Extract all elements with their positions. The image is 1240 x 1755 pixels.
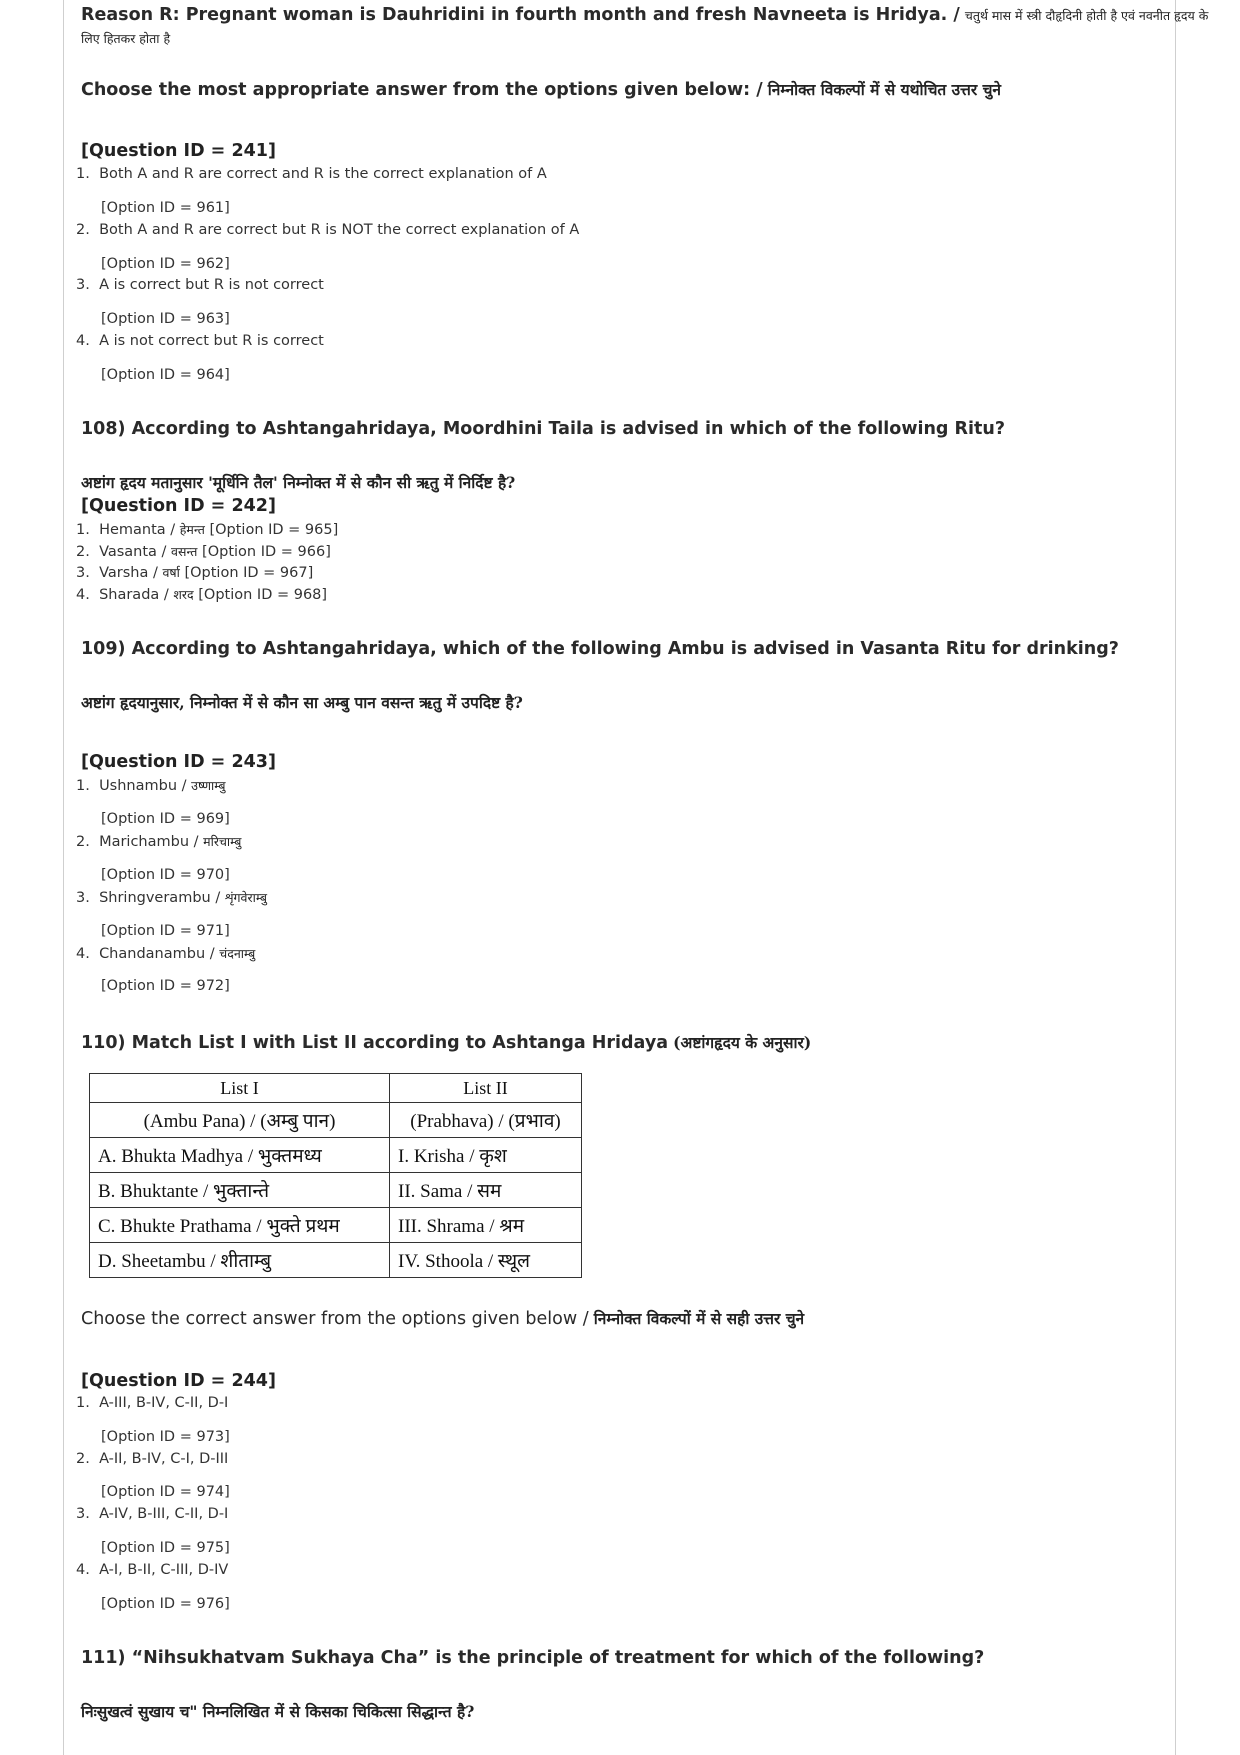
option-id: [Option ID = 972] [101,978,230,994]
table-row [90,1243,582,1278]
option-id: [Option ID = 961] [101,200,230,216]
option-number: 1. [76,166,90,182]
option-text: Chandanambu / [99,946,215,962]
table-cell: D. Sheetambu / शीताम्बु [90,1243,390,1278]
question-id: [Question ID = 242] [81,496,276,516]
option-text: A is not correct but R is correct [99,333,324,349]
table-header-cell: List I [90,1074,390,1103]
option-id: [Option ID = 964] [101,367,230,383]
option-3[interactable] [76,889,267,906]
option-id: [Option ID = 963] [101,311,230,327]
option-number: 3. [76,1506,90,1522]
option-text: Vasanta / [99,544,167,560]
option-number: 3. [76,890,90,906]
option-2[interactable] [76,1451,228,1467]
table-cell: I. Krisha / कृश [390,1138,582,1173]
option-text: Hemanta / [99,522,176,538]
option-4[interactable] [76,1562,228,1578]
option-3[interactable] [76,1506,228,1522]
option-hindi: चंदनाम्बु [219,946,256,961]
choose-hindi: निम्नोक्त विकल्पों में से सही उत्तर चुने [593,1309,805,1328]
option-hindi: मरिचाम्बु [203,834,242,849]
table-cell: III. Shrama / श्रम [390,1208,582,1243]
question-109-title: 109) According to Ashtangahridaya, which of the following Ambu is advised in Vasanta Ritu for drinking? [81,639,1119,659]
reason-hindi: चतुर्थ मास में स्त्री दौहृदिनी होती है एवं नवनीत हृदय के [964,8,1209,23]
question-110-title-line [81,1031,811,1053]
question-110-title-hindi: (अष्टांगहृदय के अनुसार) [673,1033,812,1052]
reason-text: Reason R: Pregnant woman is Dauhridini in fourth month and fresh Navneeta is Hridya. / [81,5,960,25]
option-1[interactable] [76,166,547,182]
table-cell: B. Bhuktante / भुक्तान्ते [90,1173,390,1208]
option-text: Varsha / [99,565,158,581]
option-id: [Option ID = 969] [101,811,230,827]
option-text: Sharada / [99,587,169,603]
option-text: Both A and R are correct and R is the correct explanation of A [99,166,547,182]
page-border-right [1175,0,1176,1755]
question-109-hindi: अष्टांग हृदयानुसार, निम्नोक्त में से कौन सा अम्बु पान वसन्त ऋतु में उपदिष्ट है? [81,693,523,712]
option-number: 1. [76,522,90,538]
option-text: Both A and R are correct but R is NOT the correct explanation of A [99,222,580,238]
question-110-title: 110) Match List I with List II according to Ashtanga Hridaya [81,1033,669,1053]
reason-hindi-cont: लिए हितकर होता है [81,31,171,46]
table-cell: A. Bhukta Madhya / भुक्तमध्य [90,1138,390,1173]
page-border-left [63,0,64,1755]
choose-hindi: निम्नोक्त विकल्पों में से यथोचित उत्तर चुने [767,80,1002,99]
option-2[interactable] [76,222,579,238]
option-number: 4. [76,946,90,962]
option-text: A-III, B-IV, C-II, D-I [99,1395,229,1411]
option-hindi: हेमन्त [179,522,205,537]
option-text: A is correct but R is not correct [99,277,324,293]
question-id: [Question ID = 244] [81,1371,276,1391]
match-table [89,1073,582,1278]
option-2[interactable] [76,543,331,560]
table-header-cell: List II [390,1074,582,1103]
option-id: [Option ID = 965] [209,522,339,538]
option-4[interactable] [76,945,255,962]
option-4[interactable] [76,333,324,349]
option-4[interactable] [76,586,327,603]
option-id: [Option ID = 974] [101,1484,230,1500]
table-cell: (Prabhava) / (प्रभाव) [390,1103,582,1138]
option-1[interactable] [76,1395,228,1411]
choose-instruction [81,78,1001,100]
option-number: 4. [76,1562,90,1578]
table-row [90,1138,582,1173]
option-number: 4. [76,333,90,349]
choose-text: Choose the most appropriate answer from the options given below: / [81,80,763,100]
option-id: [Option ID = 970] [101,867,230,883]
option-hindi: शृंगवेराम्बु [224,890,268,905]
option-number: 3. [76,565,90,581]
option-number: 1. [76,1395,90,1411]
table-row [90,1208,582,1243]
option-number: 2. [76,834,90,850]
option-number: 2. [76,544,90,560]
option-hindi: वर्षा [162,565,180,580]
table-cell: IV. Sthoola / स्थूल [390,1243,582,1278]
choose-instruction [81,1307,804,1329]
option-2[interactable] [76,833,241,850]
option-text: Marichambu / [99,834,199,850]
question-108-hindi: अष्टांग हृदय मतानुसार 'मूर्धिनि तैल' निम्नोक्त में से कौन सी ऋतु में निर्दिष्ट है? [81,473,516,492]
option-id: [Option ID = 975] [101,1540,230,1556]
option-id: [Option ID = 962] [101,256,230,272]
question-id: [Question ID = 243] [81,752,276,772]
option-id: [Option ID = 973] [101,1429,230,1445]
table-cell: C. Bhukte Prathama / भुक्ते प्रथम [90,1208,390,1243]
table-subheader-row [90,1103,582,1138]
choose-text: Choose the correct answer from the options given below / [81,1309,589,1329]
option-id: [Option ID = 971] [101,923,230,939]
option-hindi: शरद [173,587,194,602]
option-text: A-IV, B-III, C-II, D-I [99,1506,229,1522]
question-111-hindi: निःसुखत्वं सुखाय च" निम्नलिखित में से किसका चिकित्सा सिद्धान्त है? [81,1702,475,1721]
option-number: 4. [76,587,90,603]
table-row [90,1173,582,1208]
option-number: 2. [76,1451,90,1467]
option-id: [Option ID = 966] [202,544,331,560]
table-header-row [90,1074,582,1103]
option-1[interactable] [76,777,225,794]
question-id: [Question ID = 241] [81,141,276,161]
option-text: A-II, B-IV, C-I, D-III [99,1451,229,1467]
table-cell: II. Sama / सम [390,1173,582,1208]
option-id: [Option ID = 976] [101,1596,230,1612]
option-1[interactable] [76,521,338,538]
option-id: [Option ID = 968] [198,587,328,603]
option-number: 2. [76,222,90,238]
option-hindi: वसन्त [171,544,198,559]
option-text: Shringverambu / [99,890,221,906]
reason-line [81,5,1208,25]
question-108-title: 108) According to Ashtangahridaya, Moordhini Taila is advised in which of the following Ritu? [81,419,1006,439]
option-hindi: उष्णाम्बु [191,778,226,793]
option-number: 3. [76,277,90,293]
option-id: [Option ID = 967] [184,565,314,581]
table-cell: (Ambu Pana) / (अम्बु पान) [90,1103,390,1138]
option-text: A-I, B-II, C-III, D-IV [99,1562,229,1578]
option-text: Ushnambu / [99,778,187,794]
option-3[interactable] [76,564,313,581]
option-3[interactable] [76,277,324,293]
question-111-title: 111) “Nihsukhatvam Sukhaya Cha” is the principle of treatment for which of the following? [81,1648,985,1668]
option-number: 1. [76,778,90,794]
